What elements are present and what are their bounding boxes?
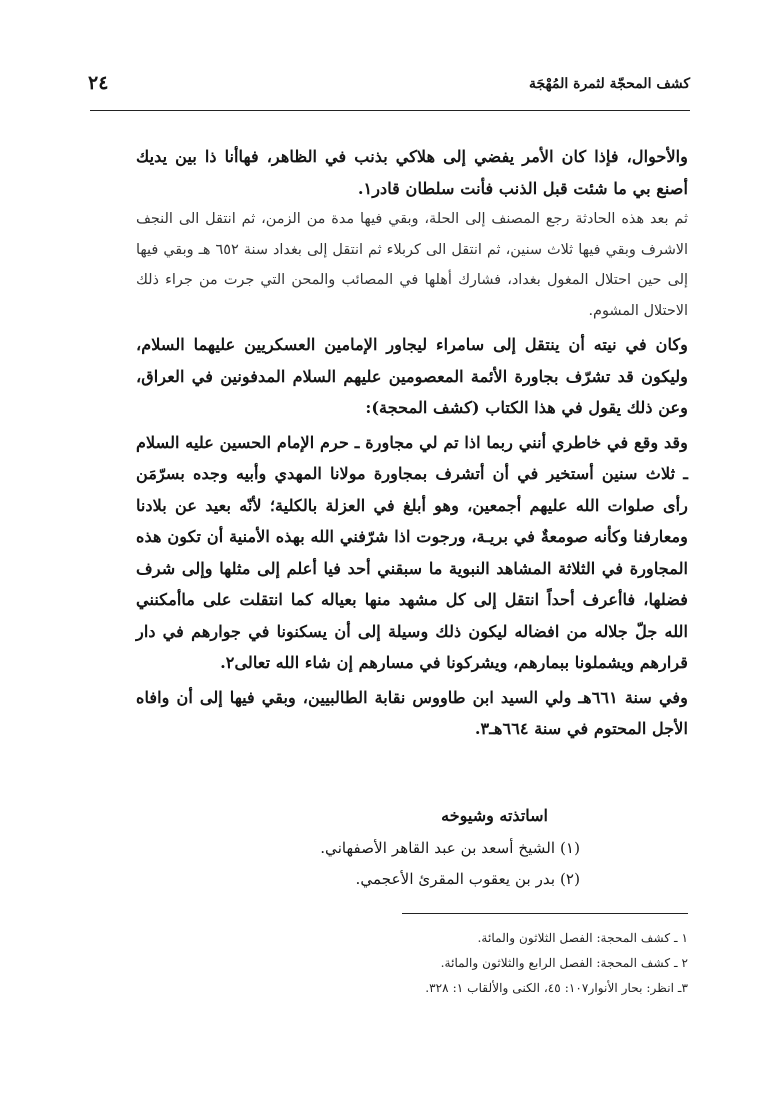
footnote-3: ٣ـ انظر: بحار الأنوار١٠٧: ٤٥، الكنى والألقاب ١: ٣٢٨. (425, 981, 688, 995)
footnote-1: ١ ـ كشف المحجة: الفصل الثلاثون والمائة. (477, 931, 688, 945)
teacher-item: (١) الشيخ أسعد بن عبد القاهر الأصفهاني. (320, 839, 580, 857)
paragraph-quote: وقد وقع في خاطري أنني ربما اذا تم لي مجاورة ـ حرم الإمام الحسين عليه السلام ـ ثلاث سنين أستخير في أن أتشرف بمجاورة مولانا المهدي وأبيه وجده بسرّمَن رأى صلوات الله عليهم أجمعين، وهو أبلغ في العزلة بالكلية؛ لأنّه بعيد عن بلادنا ومعارفنا وكأنه صومعةٌ في بريـة، ورجوت اذا شرّفني الله بهذه الأمنية أن تكون هذه المجاورة في الثلاثة المشاهد النبوية ما سبقني أحد فيا أعلم إلى مثلها وإلى شرف فضلها، فاأعرف أحداً انتقل إلى كل مشهد منها بعياله كما انتقلت على ماأمكنني الله جلّ جلاله من افضاله ليكون ذلك وسيلة إلى أن يسكنونا في جوارهم في دار قرارهم ويشملونا ببمارهم، ويشركونا في مسارهم إن شاء الله تعالى٢. (136, 432, 688, 672)
teachers-section (300, 806, 580, 895)
paragraph-niqaba: وفي سنة ٦٦١هـ ولي السيد ابن طاووس نقابة الطالبيين، وبقي فيها إلى أن وافاه الأجل المحتوم في سنة ٦٦٤هـ٣. (136, 687, 688, 738)
page-number: ٢٤ (88, 72, 109, 94)
footnote-2: ٢ ـ كشف المحجة: الفصل الرابع والثلاثون والمائة. (440, 956, 688, 970)
paragraph-samarra: وكان في نيته أن ينتقل إلى سامراء ليجاور الإمامين العسكريين عليهما السلام، وليكون قد تشرّف بجاورة الأئمة المعصومين عليهم السلام المدفونين في العراق، وعن ذلك يقول في هذا الكتاب (كشف المحجة): (136, 335, 688, 417)
page-header (88, 72, 690, 106)
footnotes (320, 926, 688, 1001)
header-divider (90, 110, 690, 111)
paragraph-history: ثم بعد هذه الحادثة رجع المصنف إلى الحلة، وبقي فيها مدة من الزمن، ثم انتقل الى النجف الاشرف وبقي فيها ثلاث سنين، ثم انتقل الى كربلاء ثم انتقل إلى بغداد سنة ٦٥٢ هـ وبقي فيها إلى حين احتلال المغول بغداد، فشارك أهلها في المصائب والمحن التي جرت من جراء ذلك الاحتلال المشوم. (136, 211, 688, 319)
paragraph-intro: والأحوال، فإذا كان الأمر يفضي إلى هلاكي بذنب في الظاهر، فهاأنا ذا بين يديك أصنع بي ما شئت قبل الذنب فأنت سلطان قادر١. (136, 147, 688, 198)
footnote-divider (402, 913, 688, 914)
section-heading: اساتذته وشيوخه (441, 806, 548, 825)
teacher-item: (٢) بدر بن يعقوب المقرئ الأعجمي. (355, 870, 580, 888)
main-text (136, 141, 688, 745)
running-title: كشف المحجّة لثمرة المُهْجَة (529, 76, 690, 92)
